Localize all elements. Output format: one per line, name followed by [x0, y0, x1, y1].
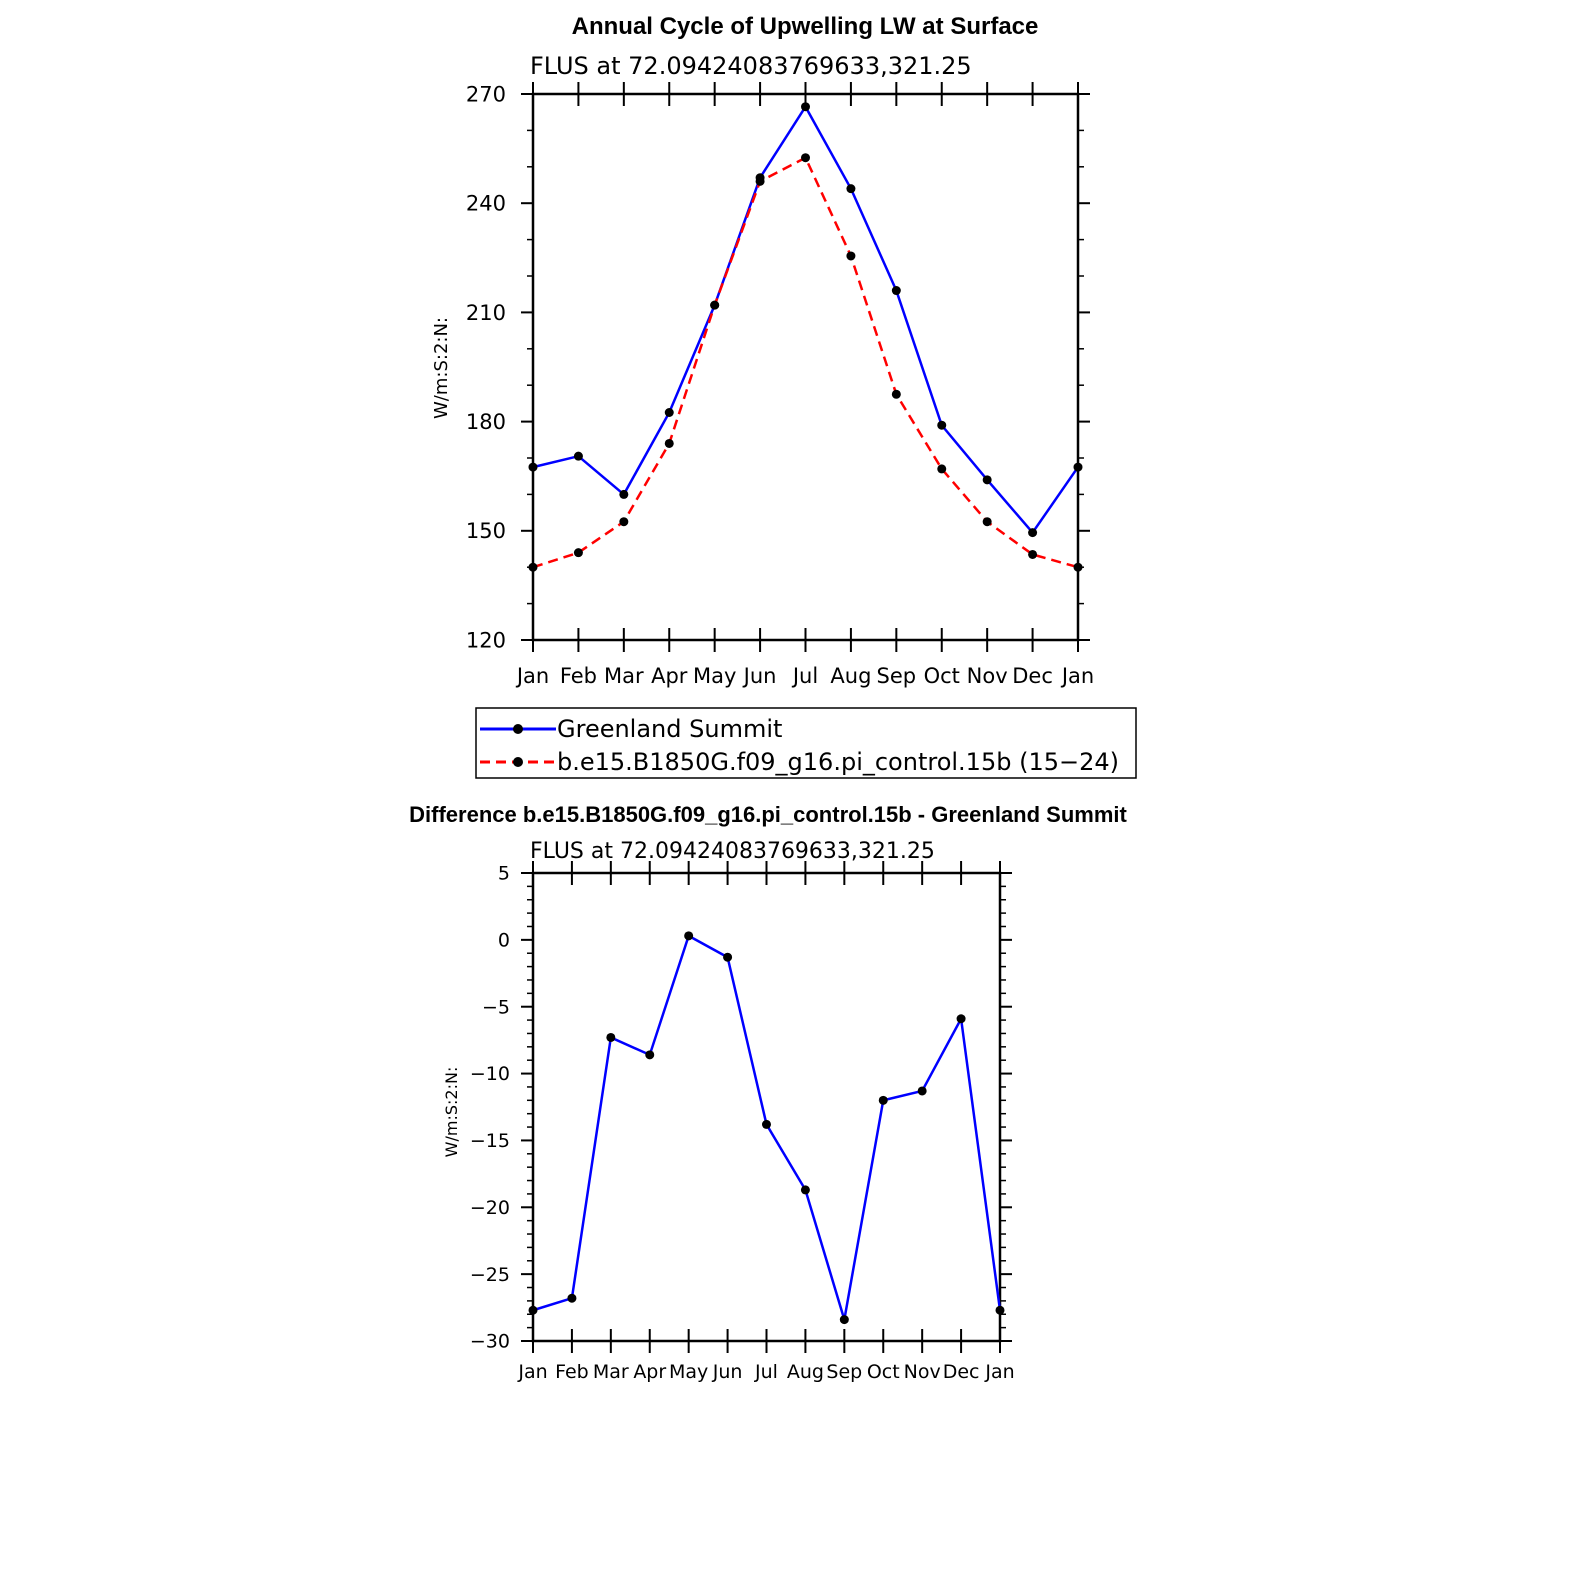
x-tick-label: Feb	[559, 664, 598, 688]
data-point	[1028, 528, 1037, 537]
data-point	[937, 464, 946, 473]
y-tick-label: 5	[497, 862, 510, 885]
x-tick-label: Jun	[743, 664, 777, 688]
x-tick-label: Jul	[755, 1361, 778, 1383]
data-point	[723, 953, 732, 962]
legend-label-model: b.e15.B1850G.f09_g16.pi_control.15b (15−24)	[557, 748, 1119, 776]
y-tick-label: −25	[469, 1263, 510, 1286]
data-point	[606, 1033, 615, 1042]
data-point	[684, 931, 693, 940]
x-tick-label: Dec	[1012, 664, 1053, 688]
data-point	[957, 1014, 966, 1023]
y-axis-label: W/m:S:2:N:	[442, 1066, 461, 1158]
x-tick-label: Nov	[903, 1361, 941, 1383]
x-tick-label: Feb	[555, 1361, 589, 1383]
x-tick-label: Mar	[604, 664, 644, 688]
series-line-1	[533, 158, 1078, 568]
x-tick-label: Jul	[792, 664, 819, 688]
x-tick-label: Jan	[518, 1361, 548, 1383]
data-point	[567, 1294, 576, 1303]
series-layer	[529, 931, 1005, 1324]
y-tick-label: −5	[481, 996, 510, 1019]
plot-frame	[521, 861, 1012, 1353]
chart-subtitle: FLUS at 72.09424083769633,321.25	[530, 839, 935, 864]
data-point	[801, 102, 810, 111]
data-point	[983, 475, 992, 484]
legend-marker-model	[513, 757, 523, 767]
series-layer	[529, 102, 1083, 571]
x-tick-label: Oct	[923, 664, 960, 688]
legend-label-greenland: Greenland Summit	[557, 715, 783, 743]
plot-border	[533, 94, 1078, 640]
data-point	[619, 517, 628, 526]
data-point	[645, 1050, 654, 1059]
chart-title: Difference b.e15.B1850G.f09_g16.pi_control.15b - Greenland Summit	[409, 802, 1127, 827]
chart-title: Annual Cycle of Upwelling LW at Surface	[571, 13, 1039, 40]
plot-frame	[521, 82, 1090, 652]
annual-cycle-chart	[431, 13, 1136, 778]
x-tick-label: Aug	[786, 1361, 824, 1383]
data-point	[574, 452, 583, 461]
data-point	[892, 390, 901, 399]
data-point	[879, 1096, 888, 1105]
y-axis-label: W/m:S:2:N:	[431, 317, 452, 419]
data-point	[801, 1185, 810, 1194]
data-point	[619, 490, 628, 499]
data-point	[983, 517, 992, 526]
data-point	[918, 1086, 927, 1095]
data-point	[529, 463, 538, 472]
data-point	[846, 184, 855, 193]
x-tick-label: May	[692, 664, 737, 688]
x-tick-label: Jan	[985, 1361, 1015, 1383]
data-point	[1074, 563, 1083, 572]
x-tick-label: Mar	[592, 1361, 629, 1383]
x-tick-labels	[515, 664, 1094, 688]
x-tick-label: Jan	[1061, 664, 1095, 688]
data-point	[840, 1315, 849, 1324]
x-tick-label: Dec	[942, 1361, 980, 1383]
data-point	[762, 1120, 771, 1129]
y-tick-labels	[466, 82, 506, 652]
data-point	[756, 177, 765, 186]
data-point	[996, 1306, 1005, 1315]
y-tick-label: 270	[465, 82, 506, 107]
plot-border	[533, 873, 1000, 1341]
data-point	[937, 421, 946, 430]
data-point	[529, 563, 538, 572]
data-point	[529, 1306, 538, 1315]
x-tick-label: Jun	[712, 1361, 743, 1383]
x-tick-label: Sep	[826, 1361, 863, 1383]
legend	[476, 708, 1136, 778]
x-tick-label: Aug	[830, 664, 872, 688]
y-tick-label: −15	[469, 1130, 510, 1153]
series-line-0	[533, 107, 1078, 533]
y-tick-label: 150	[465, 519, 506, 544]
x-tick-label: Sep	[876, 664, 917, 688]
data-point	[801, 153, 810, 162]
y-tick-label: 210	[465, 300, 506, 325]
y-tick-label: 0	[497, 929, 510, 952]
legend-marker-greenland	[513, 724, 523, 734]
chart-subtitle: FLUS at 72.09424083769633,321.25	[530, 52, 972, 80]
y-tick-label: −10	[469, 1063, 510, 1086]
x-tick-label: Apr	[633, 1361, 667, 1383]
x-tick-label: Nov	[966, 664, 1008, 688]
x-tick-label: Oct	[866, 1361, 900, 1383]
difference-chart	[409, 802, 1127, 1383]
y-tick-label: 180	[465, 409, 506, 434]
y-tick-label: −30	[469, 1330, 510, 1353]
data-point	[1028, 550, 1037, 559]
x-tick-label: Jan	[516, 664, 550, 688]
data-point	[665, 408, 674, 417]
y-tick-labels	[470, 863, 510, 1353]
y-tick-label: −20	[469, 1196, 510, 1219]
y-tick-label: 240	[465, 191, 506, 216]
data-point	[710, 301, 719, 310]
data-point	[574, 548, 583, 557]
x-tick-label: May	[669, 1361, 709, 1383]
data-point	[665, 439, 674, 448]
y-tick-label: 120	[465, 628, 506, 653]
data-point	[846, 251, 855, 260]
x-tick-label: Apr	[651, 664, 688, 688]
x-tick-labels	[517, 1361, 1014, 1383]
data-point	[892, 286, 901, 295]
data-point	[1074, 463, 1083, 472]
